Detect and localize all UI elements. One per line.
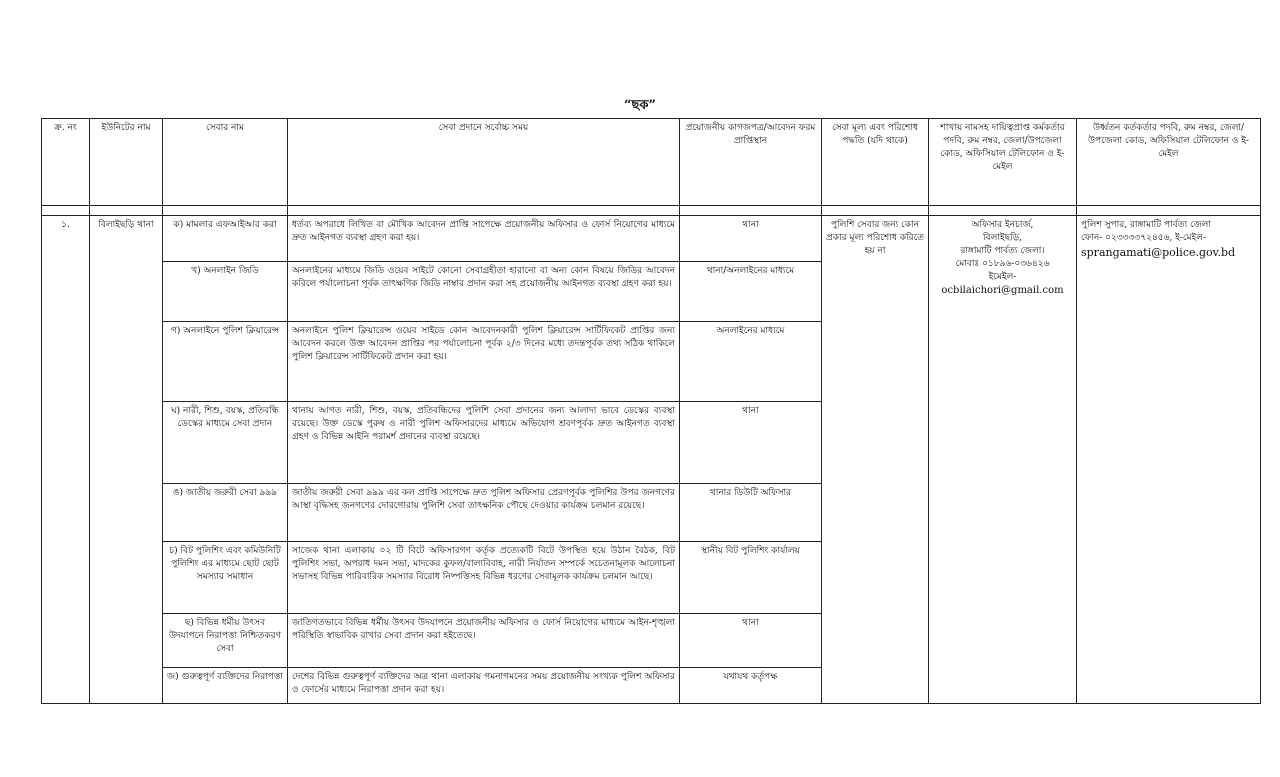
officer-email-label: ইমেইল- xyxy=(988,272,1017,283)
service-name: ক) মামলার এফআইআর করা xyxy=(163,216,288,262)
service-time: থানায় আগত নারী, শিশু, বয়স্ক, প্রতিবন্ধিদের পুলিশি সেবা প্রদানের জন্য আলাদা ভাবে ডেস্কের ব্যবস্থা রয়েছে। উক্ত ডেস্কে পুরুষ ও নারী পুলিশ অফিসারদের মাধ্যমে অভিযোগ শ্রবণপূর্বক দ্রুত আইনগত ব্যবস্থা গ্রহণ ও বিভিন্ন আইনি পরামর্শ প্রদানের ব্যবস্থা রয়েছে। xyxy=(288,402,680,484)
table-row xyxy=(42,216,1261,262)
spacer-row xyxy=(42,206,1261,216)
service-docs: স্থানীয় বিট পুলিশিং কার্যালয় xyxy=(680,542,822,614)
header-serial: ক্র. নং xyxy=(42,119,90,206)
service-time: জাতিগতভাবে বিভিন্ন ধর্মীয় উৎসব উদযাপনে প্রয়োজনীয় অফিসার ও ফোর্স নিয়োগের মাধ্যমে আইন-শৃঙ্খলা পরিস্থিতি স্বাভাবিক রাখার সেবা প্রদান করা হইতেছে। xyxy=(288,614,680,668)
officer-mobile: মোবাঃ ০১৮৯৬-০৩৬৪২৬ xyxy=(955,259,1050,270)
header-service-name: সেবার নাম xyxy=(163,119,288,206)
officer-cell xyxy=(929,216,1077,704)
service-name: জ) গুরুত্বপূর্ণ ব্যক্তিদের নিরাপত্তা xyxy=(163,668,288,704)
superior-email[interactable]: sprangamati@police.gov.bd xyxy=(1081,246,1236,260)
service-docs: থানা xyxy=(680,216,822,262)
service-time: অনলাইনের মাধ্যমে জিডি ওয়েব সাইটে কোনো সেবাগ্রহীতা হারানো বা অন্য কোন বিষয়ে জিডির আবেদন করিলে পর্যালোচনা পূর্বক তাৎক্ষণিক জিডি নাম্বার প্রদান করা সহ প্রয়োজনীয় আইনগত ব্যবস্থা গ্রহণ করা হয়। xyxy=(288,262,680,322)
officer-district: রাঙ্গামাটি পার্বত্য জেলা। xyxy=(960,246,1045,257)
service-name: ছ) বিভিন্ন ধর্মীয় উৎসব উদযাপনে নিরাপত্তা নিশ্চিতকরণ সেবা xyxy=(163,614,288,668)
service-docs: থানা xyxy=(680,614,822,668)
header-documents: প্রয়োজনীয় কাগজপত্র/আবেদন ফরম প্রাপ্তিস্থান xyxy=(680,119,822,206)
service-docs: থানা xyxy=(680,402,822,484)
fee-cell: পুলিশি সেবার জন্য কোন প্রকার মূল্য পরিশোধ করিতে হয় না xyxy=(822,216,929,704)
superior-cell xyxy=(1077,216,1261,704)
header-max-time: সেবা প্রদানে সর্বোচ্চ সময় xyxy=(288,119,680,206)
service-name: খ) অনলাইন জিডি xyxy=(163,262,288,322)
service-time: অনলাইনে পুলিশ ক্লিয়ারেন্স ওয়েব সাইডে কোন আবেদনকারী পুলিশ ক্লিয়ারেন্স সার্টিফিকেট প্রাপ্তির জন্য আবেদন করলে উক্ত আবেদন প্রাপ্তির পর পর্যালোচনা পূর্বক ২/৩ দিনের মধ্যে তদন্তপূর্বক তথ্য সঠিক থাকিলে পুলিশ ক্লিয়ারেন্স সার্টিফিকেট প্রদান করা হয়। xyxy=(288,322,680,402)
service-name: চ) বিট পুলিশিং এবং কমিউনিটি পুলিশিং এর মাধ্যমে ছোট ছোট সমস্যার সমাধান xyxy=(163,542,288,614)
officer-place: বিলাইছড়ি, xyxy=(983,233,1022,244)
header-row xyxy=(42,119,1261,206)
service-docs: যথাযথ কর্তৃপক্ষ xyxy=(680,668,822,704)
service-time: জাতীয় জরুরী সেবা ৯৯৯ এর কল প্রাপ্তি সাপেক্ষে দ্রুত পুলিশ অফিসার প্রেরণপূর্বক পুলিশির উপর জনগণের আস্থা বৃদ্ধিসহ জনগণের দোরগোরায় পুলিশি সেবা তাৎক্ষনিক পৌছে দেওয়ার কার্যক্রম চলমান রয়েছে। xyxy=(288,484,680,542)
citizen-charter-table xyxy=(41,118,1261,704)
service-docs: থানা/অনলাইনের মাধ্যমে xyxy=(680,262,822,322)
service-name: গ) অনলাইনে পুলিশ ক্লিয়ারেন্স xyxy=(163,322,288,402)
serial-cell: ১. xyxy=(42,216,90,704)
service-time: ধর্তব্য অপরাধে লিখিত বা মৌখিক আবেদন প্রাপ্তি সাপেক্ষে প্রয়োজনীয় অফিসার ও ফোর্স নিয়োগের মাধ্যমে দ্রুত আইনগত ব্যবস্থা গ্রহণ করা হয়। xyxy=(288,216,680,262)
officer-email[interactable]: ocbilaichori@gmail.com xyxy=(941,285,1064,297)
header-superior: উর্ধ্বতন কর্তকর্তার পদবি, রুম নম্বর, জেলা/উপজেলা কোড, অফিসিয়াল টেলিফোন ও ই-মেইল xyxy=(1077,119,1261,206)
header-unit-name: ইউনিটের নাম xyxy=(90,119,163,206)
service-time: দেশের বিভিন্ন গুরুত্বপূর্ণ ব্যক্তিদের অত্র থানা এলাকায় গমনাগমনের সময় প্রয়োজনীয় সংখ্যক পুলিশ অফিসার ও ফোর্সের মাধ্যমে নিরাপত্তা প্রদান করা হয়। xyxy=(288,668,680,704)
header-officer: শাখায় নামসহ দায়িত্বপ্রাপ্ত কর্মকর্তার পদবি, রুম নম্বর, জেলা/উপজেলা কোড, অফিসিয়াল টেলিফোন ও ই-মেইল xyxy=(929,119,1077,206)
unit-name-cell: বিলাইছড়ি থানা xyxy=(90,216,163,704)
superior-title: পুলিশ সুপার, রাঙ্গামাটি পার্বত্য জেলা xyxy=(1081,220,1211,230)
document-title: “ছক” xyxy=(624,98,656,113)
service-name: ঘ) নারী, শিশু, বয়স্ক, প্রতিবন্ধি ডেস্কের মাধ্যমে সেবা প্রদান xyxy=(163,402,288,484)
service-docs: অনলাইনের মাধ্যমে xyxy=(680,322,822,402)
officer-title: অফিসার ইনচার্জ, xyxy=(971,220,1034,230)
service-time: সাজেক থানা এলাকায় ০২ টি বিটে অফিসারগণ কর্তৃক প্রত্যেকটি বিটে উপস্থিত হয়ে উঠান বৈঠক, বিট পুলিশিং সভা, অপরাধ দমন সভা, মাদকের কুফল/বাল্যবিবাহ, নারী নির্যাতন সম্পর্কে সচেতনামূলক আলোচনা সভাসহ বিভিন্ন পারিবারিক সমস্যার বিরোধ নিষ্পত্তিসহ বিভিন্ন ধরণের সেবামূলক কার্যক্রম চলমান আছে। xyxy=(288,542,680,614)
service-name: ঙ) জাতীয় জরুরী সেবা ৯৯৯ xyxy=(163,484,288,542)
header-fee: সেবা মূল্য এবং পরিশোধ পদ্ধতি (যদি থাকে) xyxy=(822,119,929,206)
service-docs: থানার ডিউটি অফিসার xyxy=(680,484,822,542)
superior-phone: ফোন- ০২৩৩৩৩৭২৪৫৬, ই-মেইল- xyxy=(1081,233,1206,244)
